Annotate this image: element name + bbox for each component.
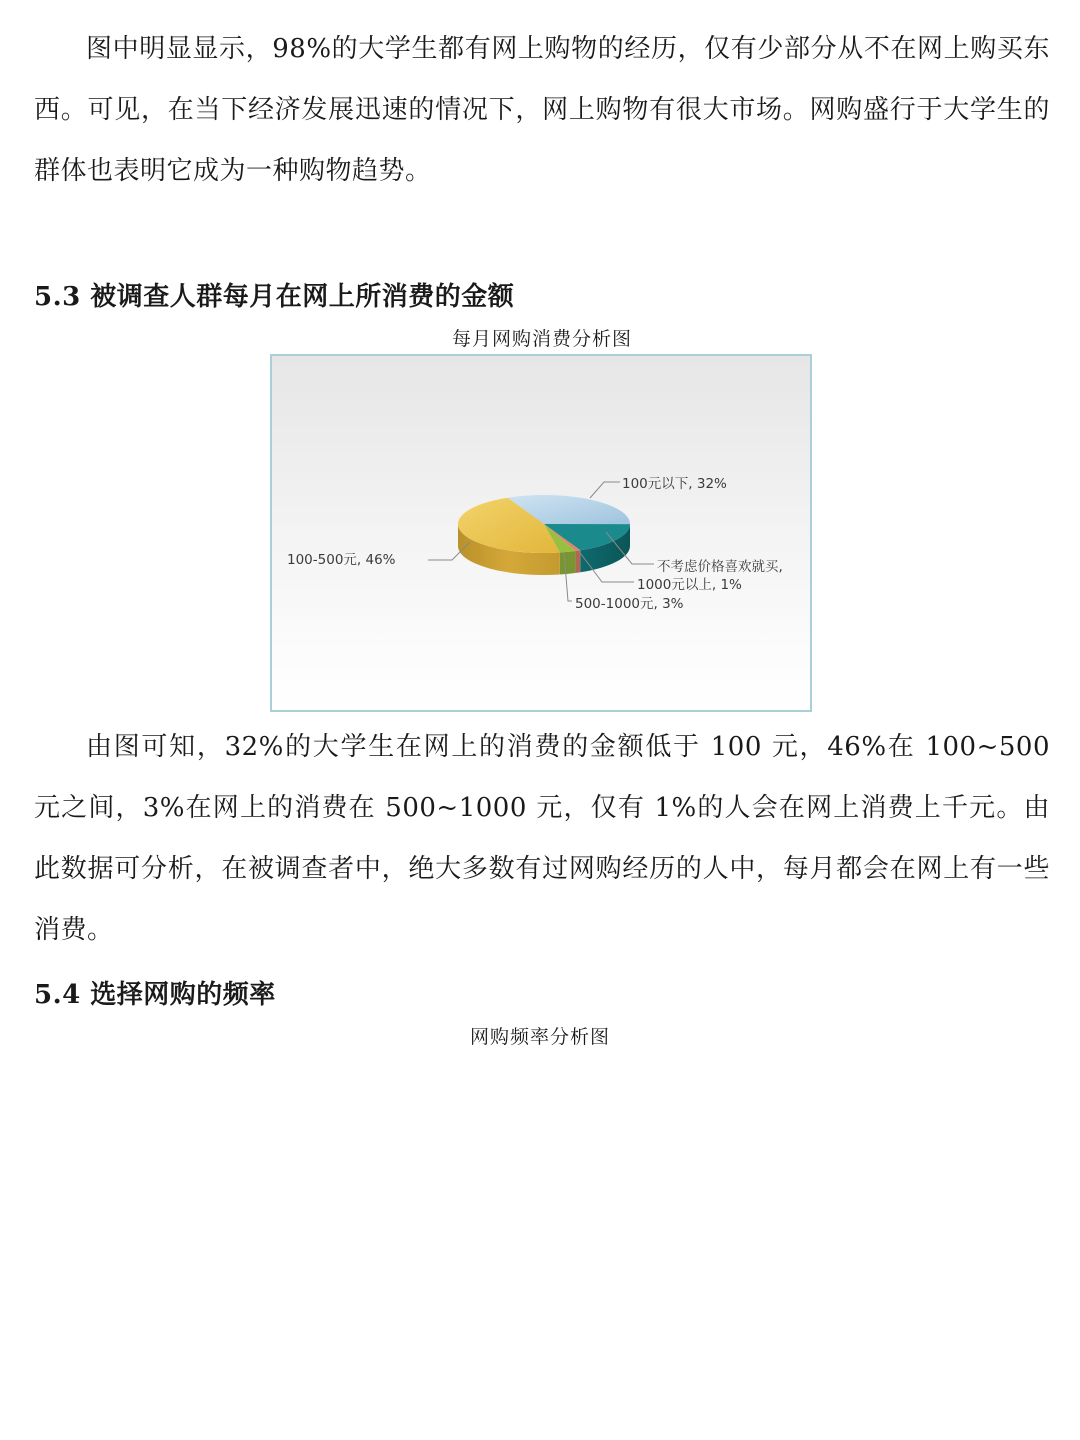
pie-chart-monthly-spending — [270, 354, 812, 712]
pie-label-over-1000: 1000元以上, 1% — [637, 577, 742, 593]
body-paragraph-2: 由图可知，32%的大学生在网上的消费的金额低于 100 元，46%在 100~500 元之间，3%在网上的消费在 500~1000 元，仅有 1%的人会在网上消费上千元。由此数据可分析，在被调查者中，绝大多数有过网购经历的人中，每月都会在网上有一些消费。 — [34, 732, 1050, 945]
body-paragraph-1: 图中明显显示，98%的大学生都有网上购物的经历，仅有少部分从不在网上购买东西。可见，在当下经济发展迅速的情况下，网上购物有很大市场。网购盛行于大学生的群体也表明它成为一种购物趋势。 — [34, 34, 1050, 186]
chart-caption-shopping-frequency: 网购频率分析图 — [469, 1026, 610, 1048]
pie-chart-svg — [272, 356, 814, 714]
pie-label-500-1000: 500-1000元, 3% — [575, 596, 684, 612]
pie-label-100-500: 100-500元, 46% — [287, 552, 396, 568]
chart-caption-monthly-spending: 每月网购消费分析图 — [451, 328, 632, 350]
pie-slice-500-1000-side — [560, 551, 576, 575]
pie-label-buy-regardless: 不考虑价格喜欢就买, — [657, 559, 783, 575]
pie-slice-under-100-leader-line — [590, 482, 620, 498]
section-heading-5-4: 5.4 选择网购的频率 — [34, 980, 276, 1010]
pie-label-under-100: 100元以下, 32% — [622, 476, 727, 492]
pie-slice-over-1000-side — [575, 550, 580, 573]
section-heading-5-3: 5.3 被调查人群每月在网上所消费的金额 — [34, 282, 515, 312]
